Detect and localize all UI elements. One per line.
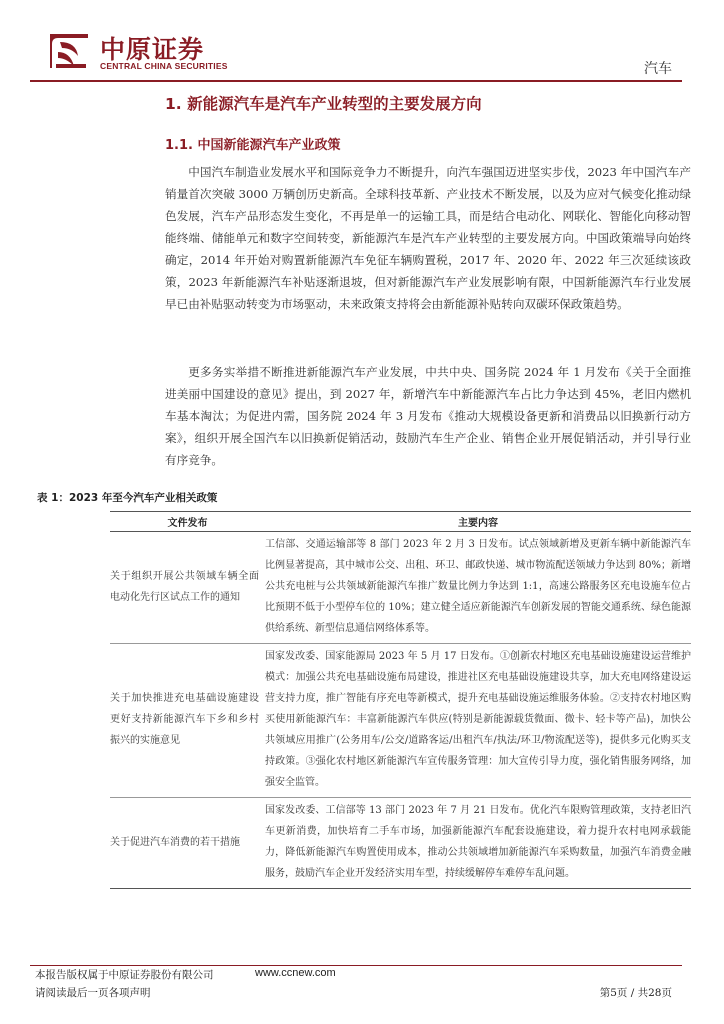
table-caption: 表 1：2023 年至今汽车产业相关政策 (37, 492, 218, 504)
policy-table (110, 511, 691, 889)
table-cell-content: 工信部、交通运输部等 8 部门 2023 年 2 月 3 日发布。试点领域新增及更新车辆中新能源汽车比例显著提高，其中城市公交、出租、环卫、邮政快递、城市物流配送领域力争达到 80%；新增公共充电桩与公共领域新能源汽车推广数量比例力争达到 1:1，高速公路服务区充电设施车位占比预期不低于小型停车位的 10%；建立健全适应新能源汽车创新发展的智能交通系统、绿色能源供给系统、新型信息通信网络体系等。 (265, 532, 691, 644)
company-logo-mark (48, 32, 90, 70)
subsection-heading: 1.1. 中国新能源汽车产业政策 (165, 138, 341, 153)
header-divider (30, 80, 682, 82)
table-row (110, 644, 691, 798)
disclaimer-text: 请阅读最后一页各项声明 (35, 987, 151, 999)
table-cell-doc: 关于促进汽车消费的若干措施 (110, 798, 265, 889)
page-number: 第5页 / 共28页 (599, 987, 672, 999)
table-row (110, 798, 691, 889)
table-cell-doc: 关于加快推进充电基础设施建设更好支持新能源汽车下乡和乡村振兴的实施意见 (110, 644, 265, 798)
table-cell-doc: 关于组织开展公共领域车辆全面电动化先行区试点工作的通知 (110, 532, 265, 644)
section-heading: 1. 新能源汽车是汽车产业转型的主要发展方向 (165, 95, 482, 113)
body-paragraph-2: 更多务实举措不断推进新能源汽车产业发展，中共中央、国务院 2024 年 1 月发布《关于全面推进美丽中国建设的意见》提出，到 2027 年，新增汽车中新能源汽车占比力争达到 45%，老旧内燃机车基本淘汰；为促进内需，国务院 2024 年 3 月发布《推动大规模设备更新和消费品以旧换新行动方案》，组织开展全国汽车以旧换新促销活动，鼓励汽车生产企业、销售企业开展促销活动，并引导行业有序竞争。 (165, 365, 691, 467)
column-header-content: 主要内容 (265, 512, 691, 532)
company-name-cn: 中原证券 (100, 35, 205, 64)
footer-divider (30, 965, 682, 966)
table-row (110, 532, 691, 644)
logo-mark-icon (48, 32, 90, 70)
table-cell-content: 国家发改委、工信部等 13 部门 2023 年 7 月 21 日发布。优化汽车限购管理政策，支持老旧汽车更新消费，加快培育二手车市场，加强新能源汽车配套设施建设，着力提升农村电网承载能力，降低新能源汽车购置使用成本，推动公共领域增加新能源汽车采购数量，加强汽车消费金融服务，鼓励汽车企业开发经济实用车型，持续缓解停车难停车乱问题。 (265, 798, 691, 889)
table-header-row (110, 512, 691, 532)
table-cell-content: 国家发改委、国家能源局 2023 年 5 月 17 日发布。①创新农村地区充电基础设施建设运营维护模式：加强公共充电基础设施布局建设，推进社区充电基础设施建设共享，加大充电网络建设运营支持力度，推广智能有序充电等新模式，提升充电基础设施运维服务体验。②支持农村地区购买使用新能源汽车：丰富新能源汽车供应(特别是新能源载货微面、微卡、轻卡等产品)，加快公共领域应用推广(公务用车/公交/道路客运/出租汽车/执法/环卫/物流配送等)，提供多元化购买支持政策。③强化农村地区新能源汽车宣传服务管理：加大宣传引导力度，强化销售服务网络，加强安全监管。 (265, 644, 691, 798)
column-header-doc: 文件发布 (110, 512, 265, 532)
body-paragraph-1: 中国汽车制造业发展水平和国际竞争力不断提升，向汽车强国迈进坚实步伐，2023 年中国汽车产销量首次突破 3000 万辆创历史新高。全球科技革新、产业技术不断发展，以及为应对气候变化推动绿色发展，汽车产品形态发生变化，不再是单一的运输工具，而是结合电动化、网联化、智能化向移动智能终端、储能单元和数字空间转变，新能源汽车是汽车产业转型的主要发展方向。中国政策端导向始终确定，2014 年开始对购置新能源汽车免征车辆购置税，2017 年、2020 年、2022 年三次延续该政策，2023 年新能源汽车补贴逐渐退坡，但对新能源汽车产业发展影响有限，中国新能源汽车行业发展早已由补贴驱动转变为市场驱动，未来政策支持将会由新能源补贴转向双碳环保政策趋势。 (165, 165, 691, 311)
company-name-en: CENTRAL CHINA SECURITIES (100, 61, 228, 71)
website-link[interactable]: www.ccnew.com (255, 967, 336, 979)
copyright-text: 本报告版权属于中原证券股份有限公司 (35, 969, 214, 981)
sector-label: 汽车 (644, 61, 672, 77)
